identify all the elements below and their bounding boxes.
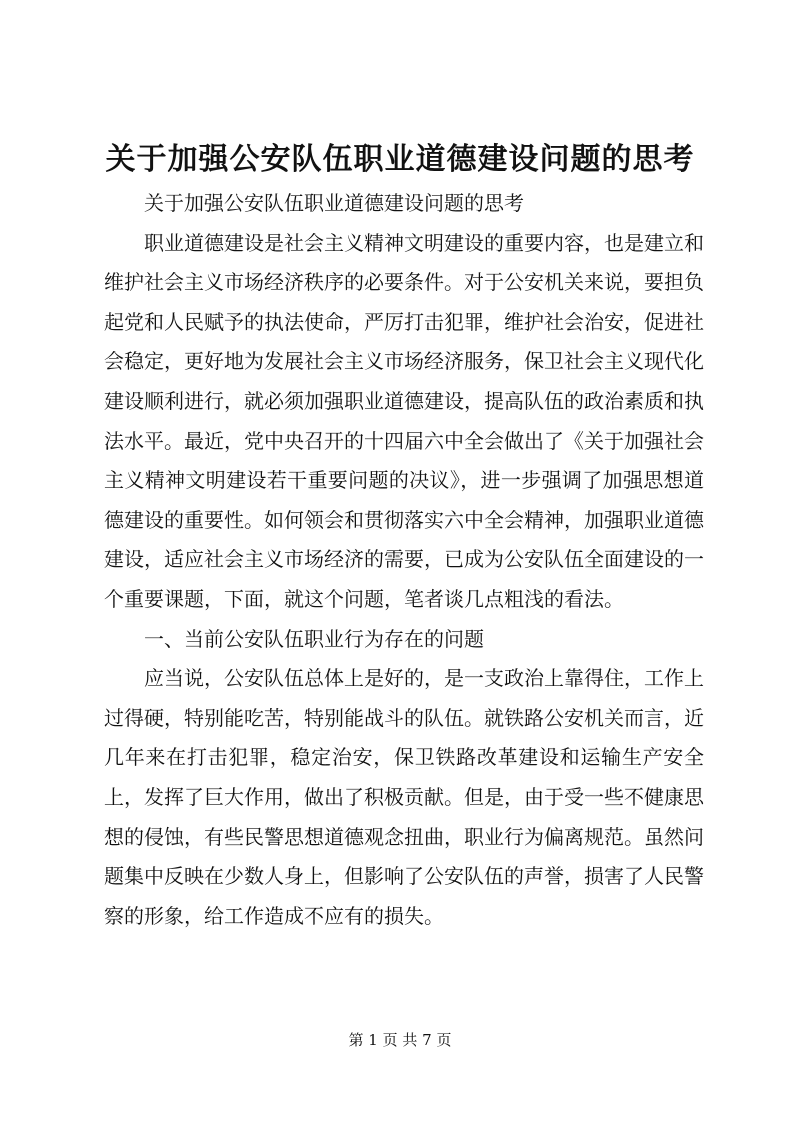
page-footer: 第 1 页 共 7 页 bbox=[348, 1031, 452, 1049]
paragraph-subtitle: 关于加强公安队伍职业道德建设问题的思考 bbox=[144, 191, 524, 215]
paragraph-intro: 职业道德建设是社会主义精神文明建设的重要内容，也是建立和维护社会主义市场经济秩序的必要条件。对于公安机关来说，要担负起党和人民赋予的执法使命，严厉打击犯罪，维护社会治安，促进社会稳定，更好地为发展社会主义市场经济服务，保卫社会主义现代化建设顺利进行，就必须加强职业道德建设，提高队伍的政治素质和执法水平。最近，党中央召开的十四届六中全会做出了《关于加强社会主义精神文明建设若干重要问题的决议》，进一步强调了加强思想道德建设的重要性。如何领会和贯彻落实六中全会精神，加强职业道德建设，适应社会主义市场经济的需要，已成为公安队伍全面建设的一个重要课题，下面，就这个问题，笔者谈几点粗浅的看法。 bbox=[104, 230, 704, 611]
paragraph-section-1: 应当说，公安队伍总体上是好的，是一支政治上靠得住，工作上过得硬，特别能吃苦，特别能战斗的队伍。就铁路公安机关而言，近几年来在打击犯罪，稳定治安，保卫铁路改革建设和运输生产安全上，发挥了巨大作用，做出了积极贡献。但是，由于受一些不健康思想的侵蚀，有些民警思想道德观念扭曲，职业行为偏离规范。虽然问题集中反映在少数人身上，但影响了公安队伍的声誉，损害了人民警察的形象，给工作造成不应有的损失。 bbox=[104, 666, 704, 928]
document-body bbox=[104, 184, 704, 936]
document-title: 关于加强公安队伍职业道德建设问题的思考 bbox=[105, 142, 695, 177]
section-heading-1: 一、当前公安队伍职业行为存在的问题 bbox=[144, 626, 484, 651]
